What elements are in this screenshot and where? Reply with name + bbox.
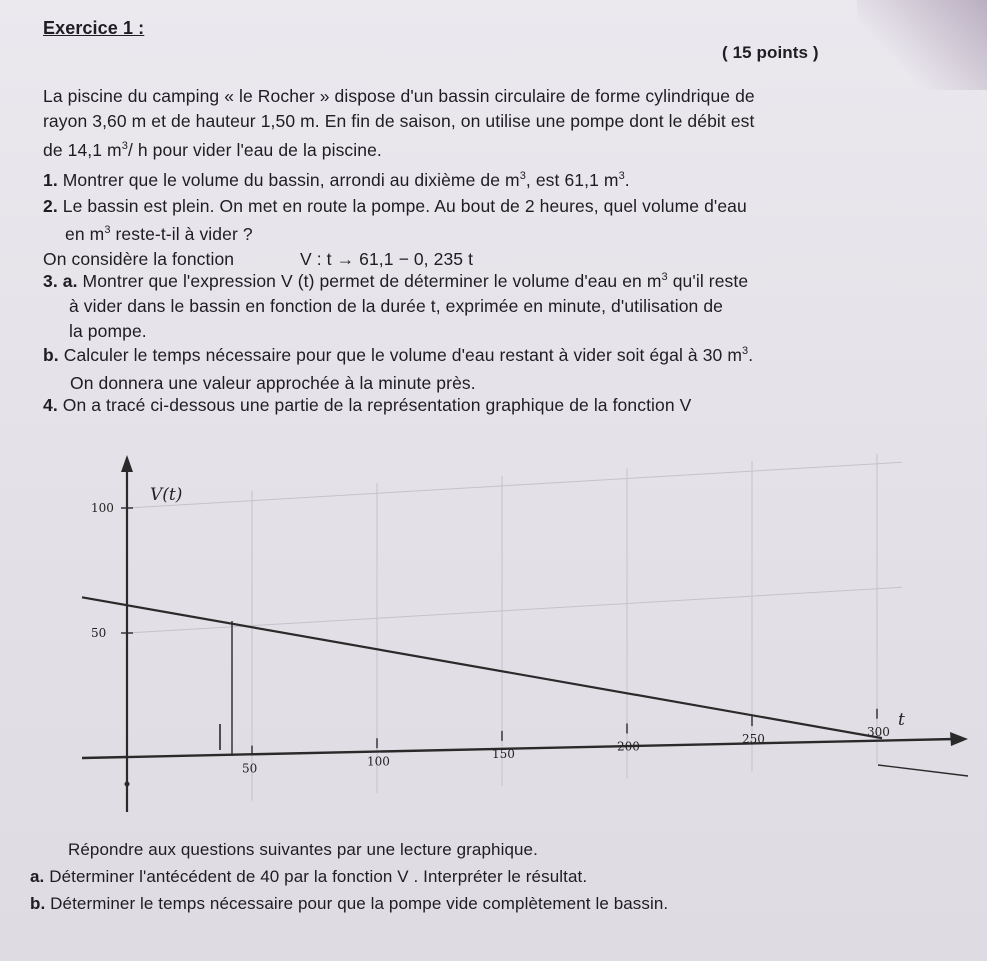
origin-dot [125,782,130,787]
intro-line-3: de 14,1 $m^3/$ h pour vider l'eau de la piscine. [43,140,382,160]
tick-label-x-50: 50 [242,761,258,776]
graph-question-a: a. Déterminer l'antécédent de 40 par la fonction V . Interpréter le résultat. [30,867,588,886]
graph-axes [82,455,968,812]
x-axis-arrow [950,732,968,746]
tick-label-x-150: 150 [492,746,515,761]
x-axis-label: t [898,710,905,730]
intro-line-1: La piscine du camping « le Rocher » dispose d'un bassin circulaire de forme cylindrique de [43,86,755,106]
points-label: ( 15 points ) [722,43,819,62]
exercise-title: Exercice 1 : [43,18,145,38]
graph-series [82,597,882,738]
question-4: 4. On a tracé ci-dessous une partie de la représentation graphique de la fonction V [43,395,692,415]
question-3b-line-1: b. Calculer le temps nécessaire pour que le volume d'eau restant à vider soit égal à 30 $m^3$. [43,345,754,365]
tick-label-x-300: 300 [867,724,890,739]
function-definition-expression: V : t → 61,1 − 0, 235 t [300,249,474,269]
tick-label-y-100: 100 [91,501,114,515]
graph-question-b: b. Déterminer le temps nécessaire pour que la pompe vide complètement le bassin. [30,894,669,913]
tick-label-y-50: 50 [91,626,107,640]
y-axis-label: V(t) [150,485,183,505]
bottom-edge-line [878,765,968,776]
question-3a-line-1: 3. a. Montrer que l'expression V (t) permet de déterminer le volume d'eau en $m^3$ qu'il reste [43,271,749,291]
question-3a-line-3: la pompe. [69,321,147,341]
function-definition-label: On considère la fonction [43,249,235,269]
tick-label-x-250: 250 [742,732,765,747]
graph-questions-intro: Répondre aux questions suivantes par une lecture graphique. [68,840,538,859]
y-axis-arrow [121,455,133,472]
series-line-0 [82,597,882,738]
question-2-line-1: 2. Le bassin est plein. On met en route la pompe. Au bout de 2 heures, quel volume d'eau [43,196,747,216]
intro-line-2: rayon 3,60 m et de hauteur 1,50 m. En fin de saison, on utilise une pompe dont le débit est [43,111,755,131]
question-2-line-2: en $m^3$ reste-t-il à vider ? [65,224,253,244]
gridline-y-100 [127,462,902,508]
question-3a-line-2: à vider dans le bassin en fonction de la durée t, exprimée en minute, d'utilisation de [69,296,723,316]
tick-label-x-100: 100 [367,754,390,769]
question-3b-line-2: On donnera une valeur approchée à la minute près. [70,373,476,393]
tick-label-x-200: 200 [617,739,640,754]
x-axis [82,739,955,758]
question-1: 1. Montrer que le volume du bassin, arrondi au dixième de $m^3$, est 61,1 $m^3$. [43,170,630,190]
